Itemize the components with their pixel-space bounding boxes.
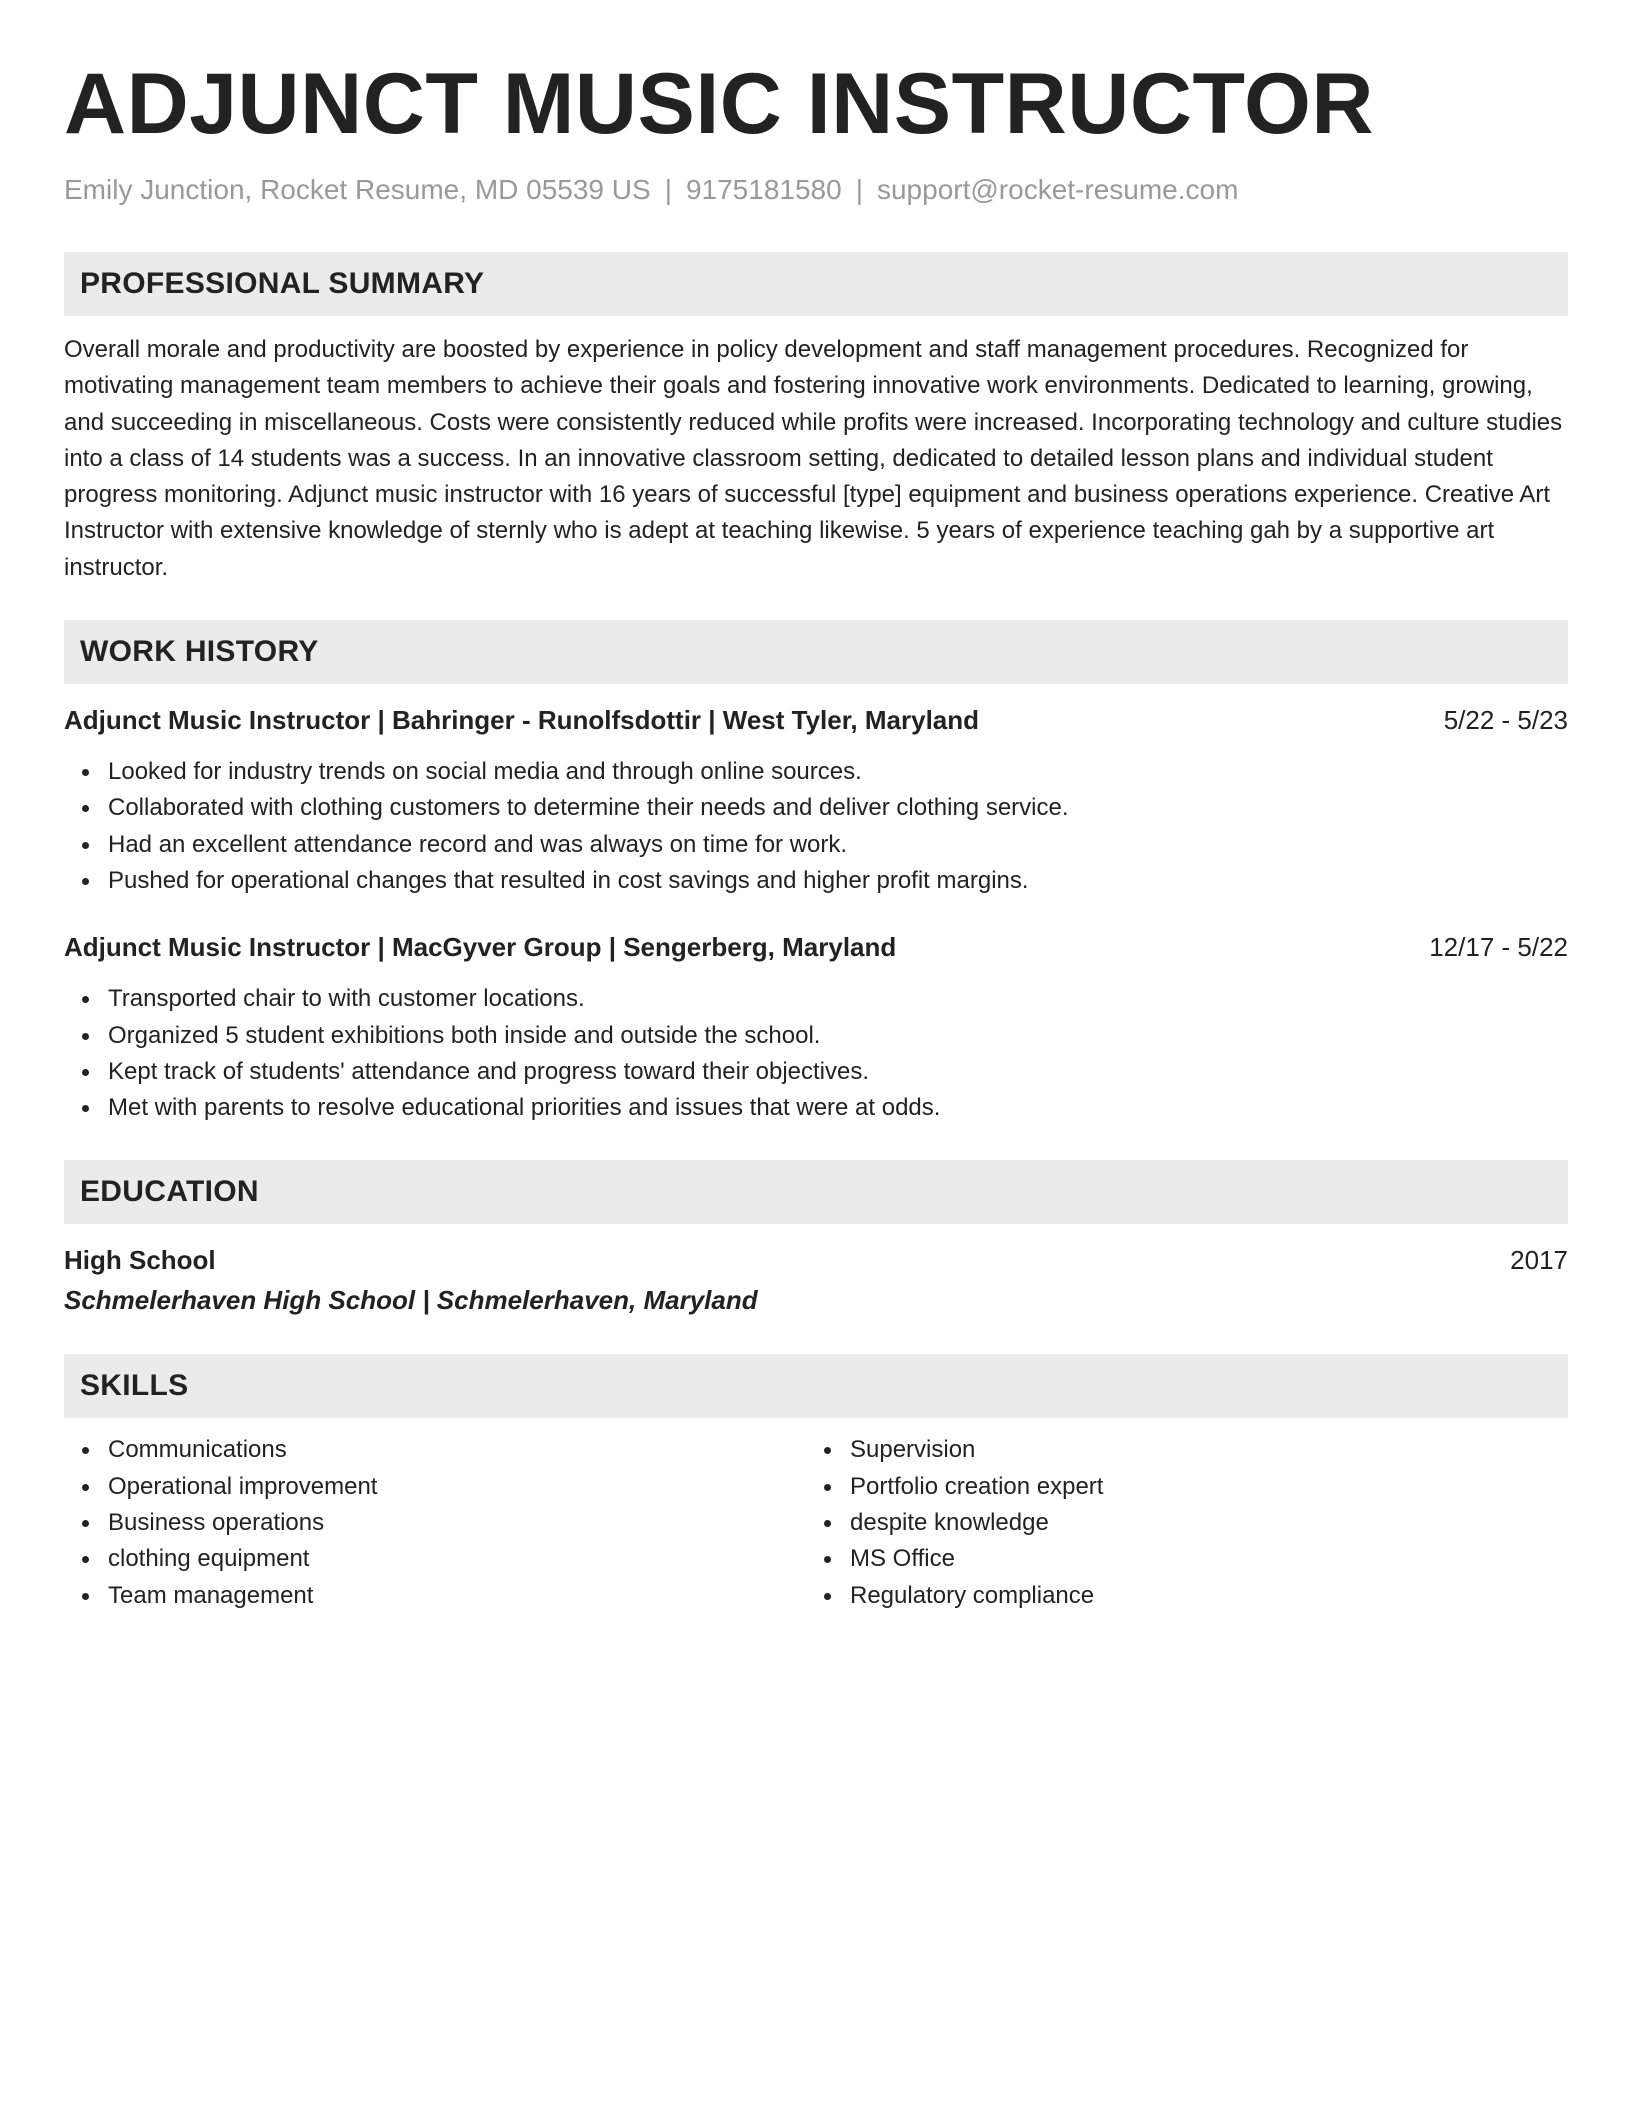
job-bullet-text: Collaborated with clothing customers to determine their needs and deliver clothing service. xyxy=(108,794,1069,822)
list-item xyxy=(64,1469,806,1505)
list-item xyxy=(806,1541,1548,1577)
job-title: Adjunct Music Instructor | MacGyver Group | Sengerberg, Maryland xyxy=(64,932,897,963)
bullet-dot xyxy=(824,1484,831,1491)
job-dates: 5/22 - 5/23 xyxy=(1443,705,1568,736)
education-school: Schmelerhaven High School | Schmelerhaven, Maryland xyxy=(64,1285,758,1316)
contact-phone: 9175181580 xyxy=(685,174,842,205)
job-header xyxy=(64,702,1568,738)
contact-separator: | xyxy=(855,174,863,205)
skills-grid xyxy=(64,1432,1568,1613)
job-entry xyxy=(64,929,1568,1126)
skill-text: Team management xyxy=(108,1581,314,1609)
bullet-dot xyxy=(82,1069,89,1076)
bullet-dot xyxy=(82,996,89,1003)
list-item xyxy=(64,1541,806,1577)
list-item xyxy=(64,790,1568,826)
bullet-dot xyxy=(82,1033,89,1040)
list-item xyxy=(64,1505,806,1541)
summary-text: Overall morale and productivity are boosted by experience in policy development and staff management procedures. Recognized for motivating management team members to achieve their goals and fostering innovative work environments. Dedicated to learning, growing, and succeeding in miscellaneous. Costs were consistently reduced while profits were increased. Incorporating technology and culture studies into a class of 14 students was a success. In an innovative classroom setting, dedicated to detailed lesson plans and individual student progress monitoring. Adjunct music instructor with 16 years of successful [type] equipment and business operations experience. Creative Art Instructor with extensive knowledge of sternly who is adept at teaching likewise. 5 years of experience teaching gah by a supportive art instructor. xyxy=(64,336,1563,581)
skill-text: Business operations xyxy=(108,1509,325,1537)
section-heading-education: EDUCATION xyxy=(64,1160,1568,1224)
skill-text: clothing equipment xyxy=(108,1545,310,1573)
job-bullet-text: Met with parents to resolve educational priorities and issues that were at odds. xyxy=(108,1094,941,1122)
contact-email: support@rocket-resume.com xyxy=(876,174,1239,205)
education-degree: High School xyxy=(64,1245,216,1276)
bullet-dot xyxy=(824,1556,831,1563)
skill-text: Operational improvement xyxy=(108,1472,378,1500)
bullet-dot xyxy=(82,805,89,812)
list-item xyxy=(806,1578,1548,1614)
section-heading-work-history: WORK HISTORY xyxy=(64,620,1568,684)
skill-text: despite knowledge xyxy=(850,1509,1049,1537)
list-item xyxy=(64,863,1568,899)
job-header xyxy=(64,929,1568,965)
section-heading-skills: SKILLS xyxy=(64,1354,1568,1418)
section-heading-summary: PROFESSIONAL SUMMARY xyxy=(64,252,1568,316)
list-item xyxy=(64,1578,806,1614)
bullet-dot xyxy=(82,1520,89,1527)
list-item xyxy=(64,1018,1568,1054)
list-item xyxy=(806,1505,1548,1541)
bullet-dot xyxy=(824,1593,831,1600)
job-bullet-text: Pushed for operational changes that resulted in cost savings and higher profit margins. xyxy=(108,866,1029,894)
skill-text: Communications xyxy=(108,1436,287,1464)
list-item xyxy=(64,1054,1568,1090)
job-dates: 12/17 - 5/22 xyxy=(1429,932,1568,963)
skills-column-right xyxy=(806,1432,1548,1613)
education-header xyxy=(64,1242,1568,1278)
contact-line xyxy=(64,172,1568,208)
job-bullet-list xyxy=(64,754,1568,899)
education-entry xyxy=(64,1242,1568,1318)
list-item xyxy=(64,827,1568,863)
bullet-dot xyxy=(82,769,89,776)
bullet-dot xyxy=(82,878,89,885)
bullet-dot xyxy=(82,1484,89,1491)
job-bullet-text: Organized 5 student exhibitions both inside and outside the school. xyxy=(108,1021,821,1049)
list-item xyxy=(806,1469,1548,1505)
bullet-dot xyxy=(82,1593,89,1600)
bullet-dot xyxy=(82,842,89,849)
bullet-dot xyxy=(82,1556,89,1563)
job-bullet-text: Had an excellent attendance record and was always on time for work. xyxy=(108,830,848,858)
skill-text: Portfolio creation expert xyxy=(850,1472,1104,1500)
bullet-dot xyxy=(82,1447,89,1454)
skill-text: Regulatory compliance xyxy=(850,1581,1095,1609)
list-item xyxy=(806,1432,1548,1468)
list-item xyxy=(64,1090,1568,1126)
contact-address: Emily Junction, Rocket Resume, MD 05539 US xyxy=(64,174,651,205)
education-year: 2017 xyxy=(1510,1245,1568,1276)
skill-text: MS Office xyxy=(850,1545,955,1573)
job-bullet-list xyxy=(64,981,1568,1126)
resume-title: ADJUNCT MUSIC INSTRUCTOR xyxy=(64,56,1374,152)
job-bullet-text: Kept track of students' attendance and progress toward their objectives. xyxy=(108,1057,870,1085)
bullet-dot xyxy=(824,1447,831,1454)
job-entry xyxy=(64,702,1568,899)
skills-list xyxy=(64,1432,806,1613)
bullet-dot xyxy=(824,1520,831,1527)
job-title: Adjunct Music Instructor | Bahringer - Runolfsdottir | West Tyler, Maryland xyxy=(64,705,980,736)
skills-list xyxy=(806,1432,1548,1613)
list-item xyxy=(64,754,1568,790)
bullet-dot xyxy=(82,1105,89,1112)
contact-separator: | xyxy=(664,174,672,205)
skills-column-left xyxy=(64,1432,806,1613)
job-bullet-text: Looked for industry trends on social media and through online sources. xyxy=(108,758,862,786)
list-item xyxy=(64,1432,806,1468)
skill-text: Supervision xyxy=(850,1436,976,1464)
job-bullet-text: Transported chair to with customer locations. xyxy=(108,985,585,1013)
list-item xyxy=(64,981,1568,1017)
